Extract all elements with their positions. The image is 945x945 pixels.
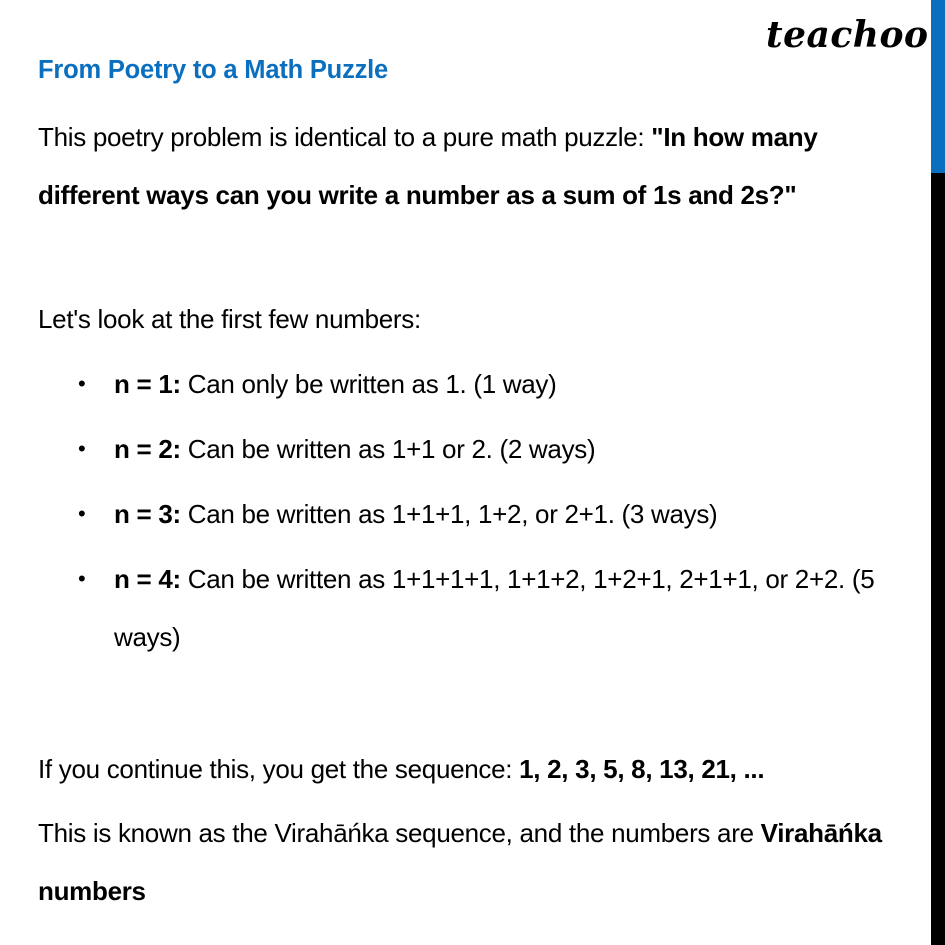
- list-item-label: n = 3:: [114, 499, 181, 529]
- list-item-text: Can be written as 1+1+1, 1+2, or 2+1. (3 ways): [180, 499, 718, 529]
- virahanka-paragraph: [38, 804, 908, 920]
- intro-text: This poetry problem is identical to a pure math puzzle:: [38, 122, 652, 152]
- bullet-icon: •: [78, 501, 86, 526]
- list-item-text: Can be written as 1+1+1+1, 1+1+2, 1+2+1, 2+1+1, or 2+2. (5 ways): [114, 564, 875, 652]
- list-item-label: n = 1:: [114, 369, 181, 399]
- bullet-icon: •: [78, 371, 86, 396]
- sidebar-accent-bottom: [931, 173, 945, 945]
- list-item: [38, 550, 904, 666]
- sequence-paragraph: [38, 740, 764, 798]
- look-at-paragraph: Let's look at the first few numbers:: [38, 304, 421, 334]
- list-item-label: n = 2:: [114, 434, 181, 464]
- teachoo-logo: teachoo: [766, 14, 929, 56]
- list-item: [38, 485, 904, 543]
- sidebar-accent-top: [931, 0, 945, 173]
- list-item: [38, 420, 904, 478]
- intro-paragraph: [38, 108, 908, 224]
- list-item: [38, 355, 904, 413]
- sequence-intro-text: If you continue this, you get the sequence:: [38, 754, 520, 784]
- virahanka-text: This is known as the Virahāńka sequence, and the numbers are: [38, 818, 761, 848]
- section-heading: From Poetry to a Math Puzzle: [38, 56, 389, 84]
- list-item-label: n = 4:: [114, 564, 181, 594]
- virahanka-term: Virahāńka numbers: [38, 818, 882, 906]
- bullet-icon: •: [78, 566, 86, 591]
- list-item-text: Can be written as 1+1 or 2. (2 ways): [180, 434, 596, 464]
- list-item-text: Can only be written as 1. (1 way): [180, 369, 557, 399]
- bullet-icon: •: [78, 436, 86, 461]
- intro-question: "In how many different ways can you write a number as a sum of 1s and 2s?": [38, 122, 818, 210]
- sequence-values: 1, 2, 3, 5, 8, 13, 21, ...: [519, 754, 765, 784]
- examples-list: [38, 355, 904, 673]
